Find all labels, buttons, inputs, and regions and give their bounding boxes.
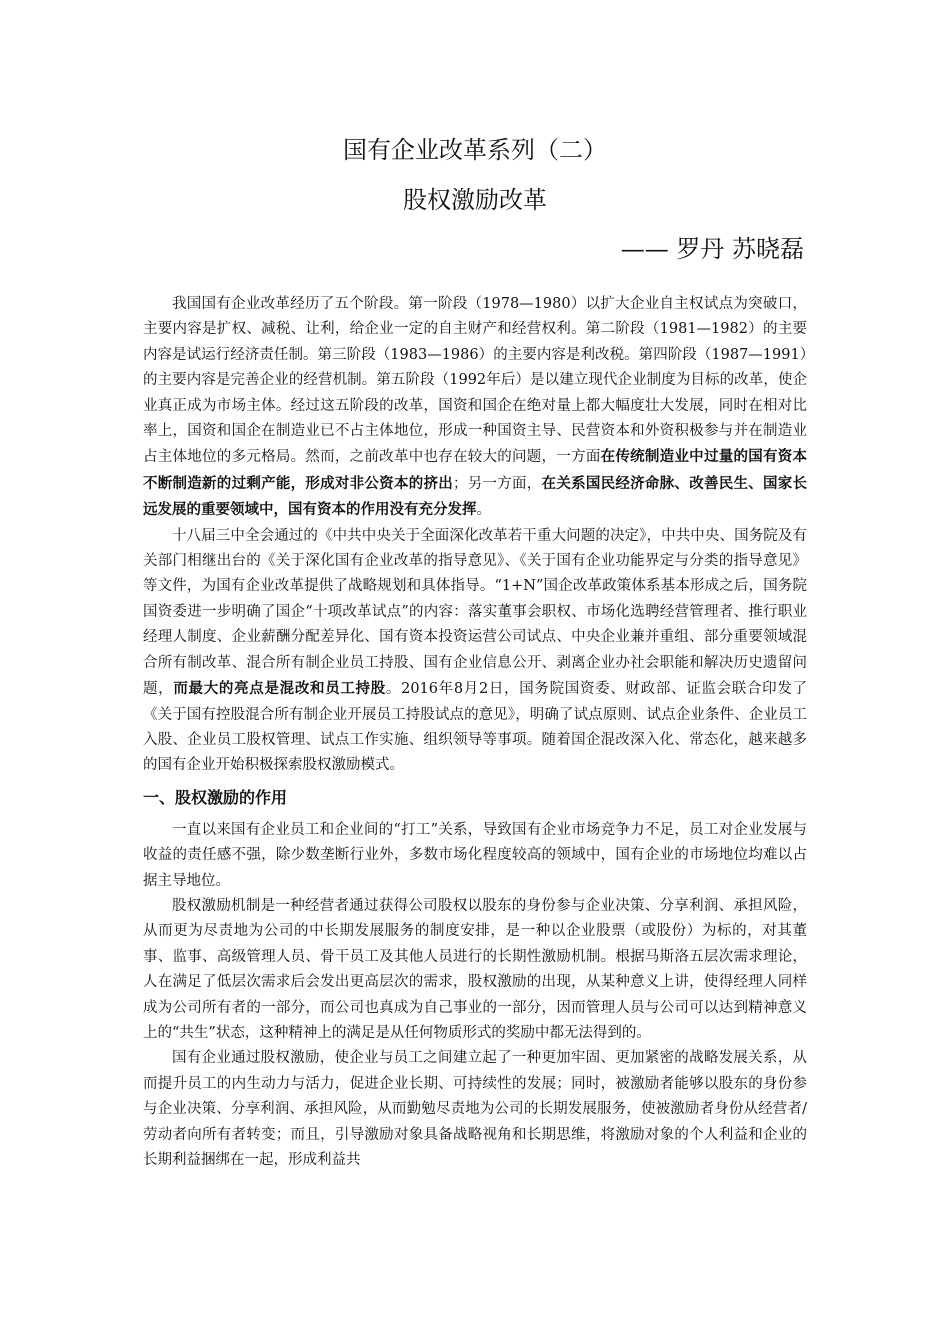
bold-emphasis: 在关系国民经济命脉、改善民生、国家长远发展的重要领域中，国有资本的作用没有充分发挥 <box>143 474 808 519</box>
intro-paragraph-1 <box>143 292 807 524</box>
section-paragraph-2: 股权激励机制是一种经营者通过获得公司股权以股东的身份参与企业决策、分享利润、承担风险，从而更为尽责地为公司的中长期发展服务的制度安排，是一种以企业股票（或股份）为标的，对其董事、监事、高级管理人员、骨干员工及其他人员进行的长期性激励机制。根据马斯洛五层次需求理论，人在满足了低层次需求后会发出更高层次的需求，股权激励的出现，从某种意义上讲，使得经理人同样成为公司所有者的一部分，而公司也真成为自己事业的一部分，因而管理人员与公司可以达到精神意义上的“共生”状态，这种精神上的满足是从任何物质形式的奖励中都无法得到的。 <box>143 897 807 1041</box>
paragraph-text: 十八届三中全会通过的《中共中央关于全面深化改革若干重大问题的决定》，中共中央、国务院及有关部门相继出台的《关于深化国有企业改革的指导意见》、《关于国有企业功能界定与分类的指导意见》等文件，为国有企业改革提供了战略规划和具体指导。“1+N”国企改革政策体系基本形成之后，国务院国资委进一步明确了国企“十项改革试点”的内容：落实董事会职权、市场化选聘经营管理者、推行职业经理人制度、企业薪酬分配差异化、国有资本投资运营公司试点、中央企业兼并重组、部分重要领域混合所有制改革、混合所有制企业员工持股、国有企业信息公开、剥离企业办社会职能和解决历史遗留问题， <box>143 527 807 698</box>
bold-emphasis: 而最大的亮点是混改和员工持股 <box>173 680 386 698</box>
document-author: —— 罗丹 苏晓磊 <box>620 235 804 263</box>
paragraph-text: 我国国有企业改革经历了五个阶段。第一阶段（1978—1980）以扩大企业自主权试点为突破口，主要内容是扩权、减税、让利，给企业一定的自主财产和经营权利。第二阶段（1981—1982）的主要内容是试运行经济责任制。第三阶段（1983—1986）的主要内容是利改税。第四阶段（1987—1991）的主要内容是完善企业的经营机制。第五阶段（1992年后）是以建立现代企业制度为目标的改革，使企业真正成为市场主体。经过这五阶段的改革，国资和国企在绝对量上都大幅度壮大发展，同时在相对比率上，国资和国企在制造业已不占主体地位，形成一种国资主导、民营资本和外资积极参与并在制造业占主体地位的多元格局。然而，之前改革中也存在较大的问题，一方面 <box>143 296 807 466</box>
bold-emphasis: 在传统制造业中过量的国有资本不断制造新的过剩产能，形成对非公资本的挤出 <box>143 448 808 492</box>
document-subtitle: 股权激励改革 <box>403 186 547 214</box>
paragraph-text: ；另一方面， <box>453 475 542 492</box>
section-heading: 一、股权激励的作用 <box>143 787 288 807</box>
section-paragraph-1: 一直以来国有企业员工和企业间的“打工”关系，导致国有企业市场竞争力不足，员工对企业发展与收益的责任感不强，除少数垄断行业外，多数市场化程度较高的领域中，国有企业的市场地位均难以占据主导地位。 <box>143 821 807 889</box>
document-body <box>143 292 807 1173</box>
document-title: 国有企业改革系列（二） <box>343 136 607 164</box>
paragraph-text: 。 <box>476 502 491 519</box>
paragraph-text: 。2016年8月2日，国务院国资委、财政部、证监会联合印发了《关于国有控股混合所有制企业开展员工持股试点的意见》，明确了试点原则、试点企业条件、企业员工入股、企业员工股权管理、试点工作实施、组织领导等事项。随着国企混改深入化、常态化，越来越多的国有企业开始积极探索股权激励模式。 <box>143 681 808 774</box>
intro-paragraph-2 <box>143 524 807 779</box>
section-paragraph-3: 国有企业通过股权激励，使企业与员工之间建立起了一种更加牢固、更加紧密的战略发展关系，从而提升员工的内生动力与活力，促进企业长期、可持续性的发展；同时，被激励者能够以股东的身份参与企业决策、分享利润、承担风险，从而勤勉尽责地为公司的长期发展服务，使被激励者身份从经营者/劳动者向所有者转变；而且，引导激励对象具备战略视角和长期思维，将激励对象的个人利益和企业的长期利益捆绑在一起，形成利益共 <box>143 1050 807 1168</box>
